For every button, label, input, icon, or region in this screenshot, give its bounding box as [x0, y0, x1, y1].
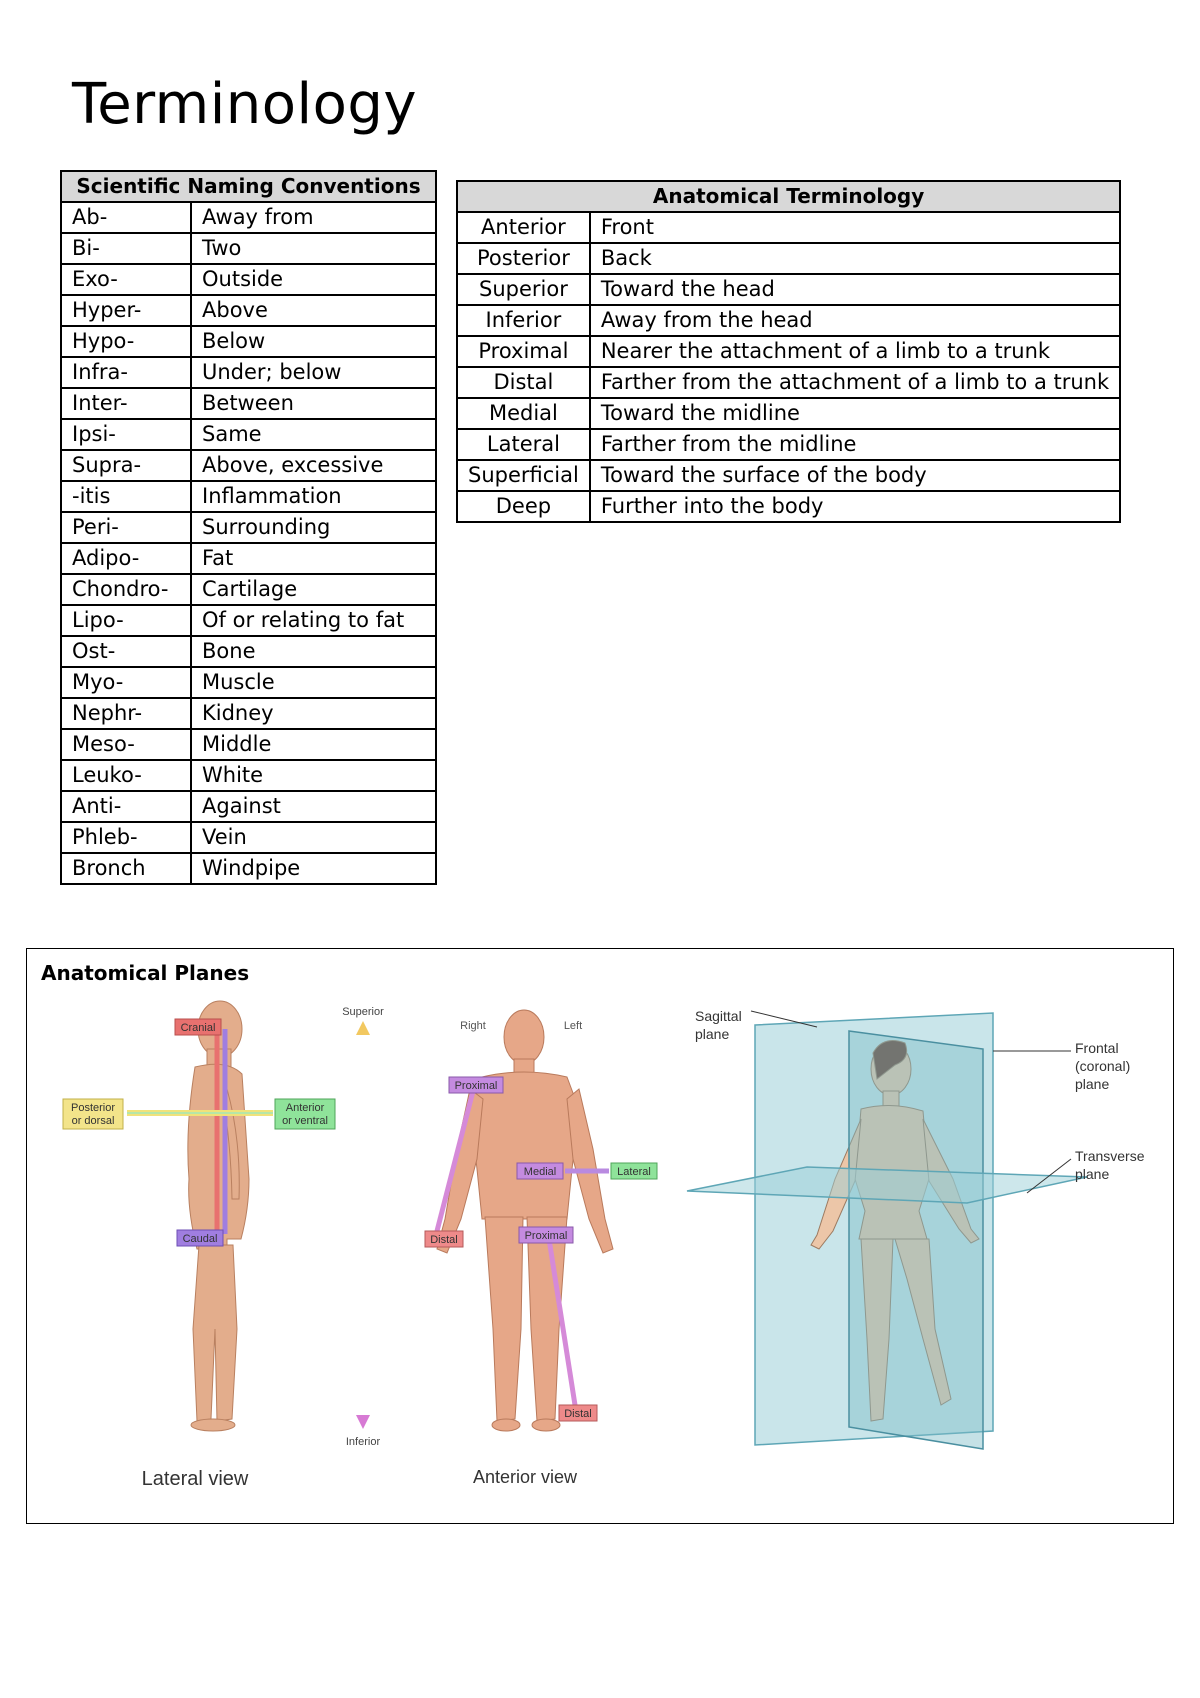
- right-label: Right: [460, 1020, 486, 1032]
- naming-row: [61, 295, 436, 326]
- sagittal-label-2: plane: [695, 1026, 730, 1042]
- left-label: Left: [563, 1020, 583, 1032]
- naming-meaning: Cartilage: [191, 574, 436, 605]
- naming-row: [61, 605, 436, 636]
- naming-meaning: Windpipe: [191, 853, 436, 884]
- anat-meaning: Toward the midline: [590, 398, 1120, 429]
- naming-row: [61, 636, 436, 667]
- lateral-label: Lateral: [617, 1166, 651, 1178]
- planes-title: Anatomical Planes: [41, 961, 250, 985]
- naming-term: Leuko-: [61, 760, 191, 791]
- naming-meaning: Below: [191, 326, 436, 357]
- proximal-leg-label: Proximal: [524, 1230, 568, 1242]
- anterior-view-caption: Anterior view: [472, 1467, 578, 1487]
- anat-meaning: Front: [590, 212, 1120, 243]
- naming-meaning: Same: [191, 419, 436, 450]
- naming-term: Ost-: [61, 636, 191, 667]
- naming-meaning: Outside: [191, 264, 436, 295]
- medial-label: Medial: [523, 1166, 557, 1178]
- page-title: Terminology: [72, 72, 418, 137]
- superior-arrowhead: [356, 1021, 370, 1035]
- anat-term: Proximal: [457, 336, 590, 367]
- anat-meaning: Back: [590, 243, 1120, 274]
- anat-term: Distal: [457, 367, 590, 398]
- inferior-label: Inferior: [345, 1436, 381, 1448]
- naming-row: [61, 698, 436, 729]
- posterior-label-1: Posterior: [70, 1102, 116, 1114]
- anat-meaning: Further into the body: [590, 491, 1120, 522]
- naming-meaning: Bone: [191, 636, 436, 667]
- naming-term: Peri-: [61, 512, 191, 543]
- naming-term: Infra-: [61, 357, 191, 388]
- anat-row: [457, 305, 1120, 336]
- naming-row: [61, 667, 436, 698]
- anat-row: [457, 460, 1120, 491]
- naming-row: [61, 357, 436, 388]
- naming-meaning: Of or relating to fat: [191, 605, 436, 636]
- proximal-arm-label: Proximal: [454, 1080, 498, 1092]
- naming-term: -itis: [61, 481, 191, 512]
- naming-meaning: White: [191, 760, 436, 791]
- anat-term: Medial: [457, 398, 590, 429]
- anat-meaning: Nearer the attachment of a limb to a trunk: [590, 336, 1120, 367]
- superior-label: Superior: [342, 1006, 384, 1018]
- naming-meaning: Middle: [191, 729, 436, 760]
- naming-meaning: Fat: [191, 543, 436, 574]
- naming-meaning: Kidney: [191, 698, 436, 729]
- naming-row: [61, 791, 436, 822]
- transverse-label-2: plane: [1075, 1166, 1110, 1182]
- naming-term: Bronch: [61, 853, 191, 884]
- anat-term: Anterior: [457, 212, 590, 243]
- naming-term: Ipsi-: [61, 419, 191, 450]
- anat-term: Lateral: [457, 429, 590, 460]
- naming-term: Exo-: [61, 264, 191, 295]
- naming-term: Hypo-: [61, 326, 191, 357]
- sagittal-plane: [849, 1031, 983, 1449]
- anat-row: [457, 429, 1120, 460]
- naming-row: [61, 729, 436, 760]
- posterior-label-2: or dorsal: [71, 1115, 115, 1127]
- naming-row: [61, 450, 436, 481]
- naming-term: Anti-: [61, 791, 191, 822]
- cranial-label: Cranial: [180, 1022, 216, 1034]
- anat-row: [457, 367, 1120, 398]
- anat-meaning: Farther from the midline: [590, 429, 1120, 460]
- distal-arm-label: Distal: [430, 1234, 458, 1246]
- lateral-view-caption: Lateral view: [141, 1468, 249, 1490]
- naming-row: [61, 822, 436, 853]
- anatomical-terminology-table: [456, 180, 1121, 523]
- frontal-label-3: plane: [1075, 1076, 1110, 1092]
- naming-row: [61, 419, 436, 450]
- naming-row: [61, 233, 436, 264]
- naming-meaning: Vein: [191, 822, 436, 853]
- naming-term: Hyper-: [61, 295, 191, 326]
- naming-term: Lipo-: [61, 605, 191, 636]
- anatomical-planes-panel: [26, 948, 1174, 1524]
- naming-term: Meso-: [61, 729, 191, 760]
- naming-meaning: Muscle: [191, 667, 436, 698]
- naming-term: Nephr-: [61, 698, 191, 729]
- naming-meaning: Under; below: [191, 357, 436, 388]
- naming-row: [61, 760, 436, 791]
- anat-meaning: Toward the head: [590, 274, 1120, 305]
- inferior-arrowhead: [356, 1415, 370, 1429]
- anat-meaning: Away from the head: [590, 305, 1120, 336]
- naming-row: [61, 326, 436, 357]
- anat-term: Posterior: [457, 243, 590, 274]
- naming-term: Phleb-: [61, 822, 191, 853]
- naming-row: [61, 853, 436, 884]
- naming-row: [61, 388, 436, 419]
- naming-meaning: Above: [191, 295, 436, 326]
- planes-illustration: [27, 949, 1173, 1523]
- anat-term: Inferior: [457, 305, 590, 336]
- caudal-label: Caudal: [182, 1233, 218, 1245]
- frontal-label-1: Frontal: [1075, 1040, 1119, 1056]
- naming-row: [61, 202, 436, 233]
- anterior-label-1: Anterior: [285, 1102, 325, 1114]
- naming-meaning: Between: [191, 388, 436, 419]
- distal-leg-label: Distal: [564, 1408, 592, 1420]
- naming-row: [61, 264, 436, 295]
- naming-meaning: Two: [191, 233, 436, 264]
- naming-conventions-table: [60, 170, 437, 885]
- anat-row: [457, 274, 1120, 305]
- anat-term: Deep: [457, 491, 590, 522]
- anat-row: [457, 243, 1120, 274]
- anat-meaning: Farther from the attachment of a limb to a trunk: [590, 367, 1120, 398]
- naming-row: [61, 481, 436, 512]
- transverse-plane: [687, 1167, 1087, 1203]
- anat-row: [457, 212, 1120, 243]
- anat-term: Superficial: [457, 460, 590, 491]
- naming-row: [61, 543, 436, 574]
- anat-row: [457, 336, 1120, 367]
- naming-term: Adipo-: [61, 543, 191, 574]
- naming-meaning: Away from: [191, 202, 436, 233]
- naming-term: Myo-: [61, 667, 191, 698]
- anat-row: [457, 398, 1120, 429]
- naming-meaning: Against: [191, 791, 436, 822]
- sagittal-label-1: Sagittal: [695, 1008, 742, 1024]
- naming-meaning: Surrounding: [191, 512, 436, 543]
- naming-term: Chondro-: [61, 574, 191, 605]
- anat-meaning: Toward the surface of the body: [590, 460, 1120, 491]
- anterior-label-2: or ventral: [282, 1115, 328, 1127]
- anat-row: [457, 491, 1120, 522]
- naming-table-header: Scientific Naming Conventions: [61, 171, 436, 202]
- frontal-label-2: (coronal): [1075, 1058, 1131, 1074]
- naming-term: Bi-: [61, 233, 191, 264]
- naming-term: Inter-: [61, 388, 191, 419]
- naming-meaning: Inflammation: [191, 481, 436, 512]
- anat-term: Superior: [457, 274, 590, 305]
- anterior-figure: [437, 1010, 613, 1431]
- anat-table-header: Anatomical Terminology: [457, 181, 1120, 212]
- naming-term: Ab-: [61, 202, 191, 233]
- transverse-label-1: Transverse: [1075, 1148, 1145, 1164]
- naming-term: Supra-: [61, 450, 191, 481]
- naming-meaning: Above, excessive: [191, 450, 436, 481]
- naming-row: [61, 512, 436, 543]
- naming-row: [61, 574, 436, 605]
